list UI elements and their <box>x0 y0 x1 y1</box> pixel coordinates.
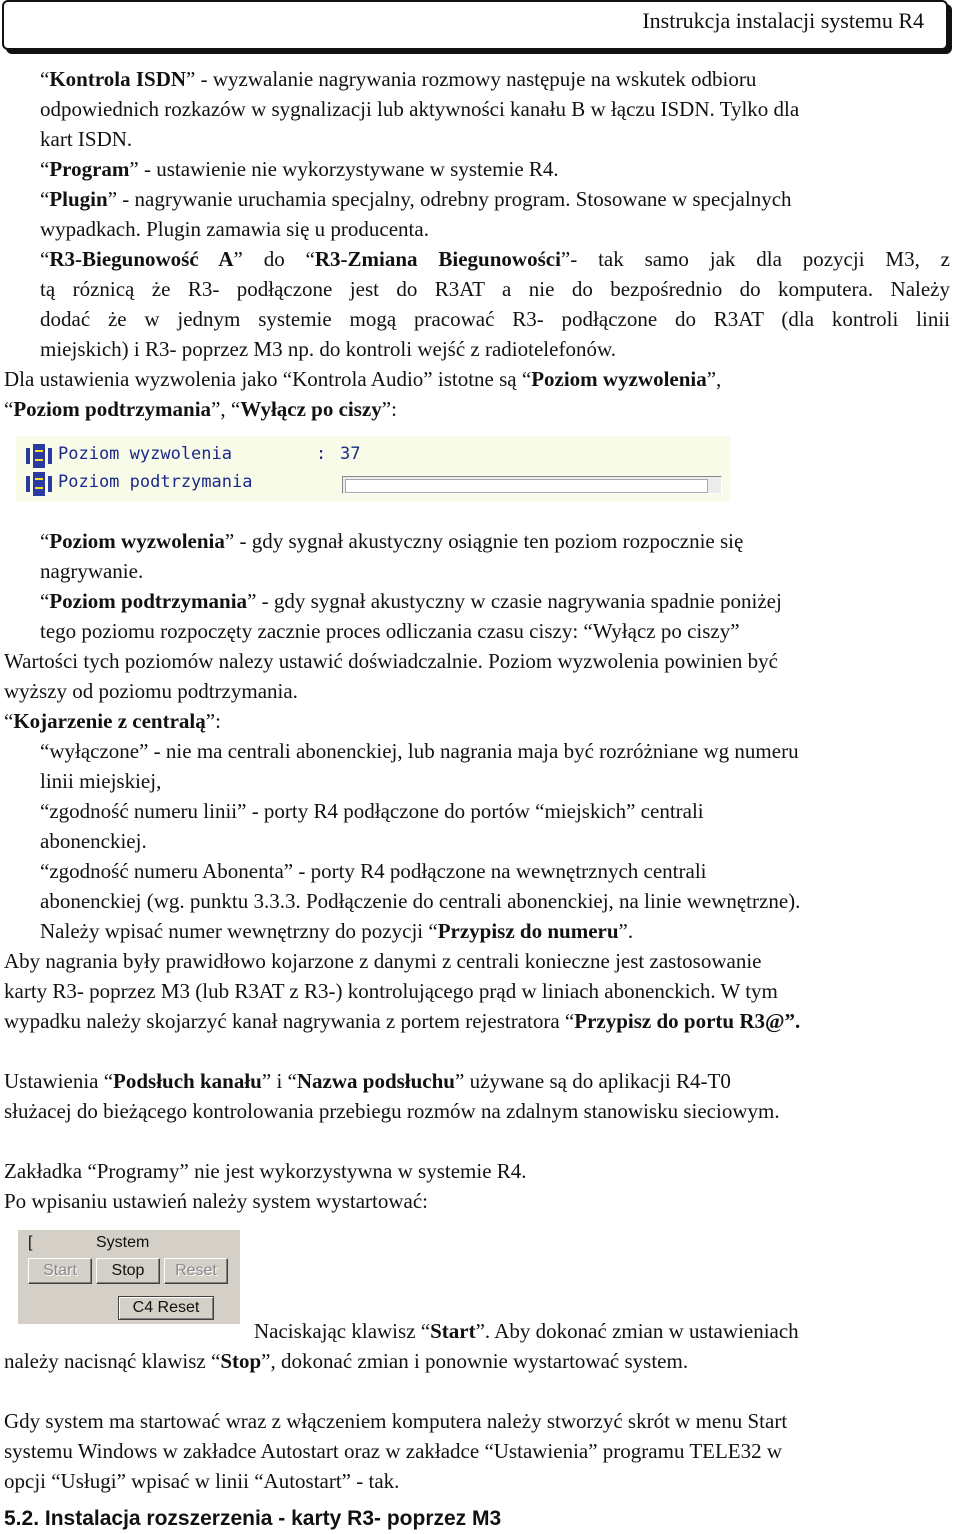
para-wylaczone: “wyłączone” - nie ma centrali abonenckiej, lub nagrania maja być rozróżniane wg numeru <box>40 739 799 763</box>
section-heading: 5.2. Instalacja rozszerzenia - karty R3- poprzez M3 <box>4 1507 502 1530</box>
para-plugin-l2: wypadkach. Plugin zamawia się u producenta. <box>40 217 429 241</box>
para-autostart-l3: opcji “Usługi” wpisać w linii “Autostart” - tak. <box>4 1469 400 1493</box>
para-zgodnosc-linii-l2: abonenckiej. <box>40 829 147 853</box>
spin-icon[interactable] <box>26 444 52 468</box>
para-poziom-wyzwolenia: “Poziom wyzwolenia” - gdy sygnał akustyczny osiągnie ten poziom rozpocznie się <box>40 529 744 553</box>
para-aby-nagrania: Aby nagrania były prawidłowo kojarzone z danymi z centrali konieczne jest zastosowanie <box>4 949 762 973</box>
para-podsluch: Ustawienia “Podsłuch kanału” i “Nazwa podsłuchu” używane są do aplikacji R4-T0 <box>4 1069 731 1093</box>
para-wartosci: Wartości tych poziomów nalezy ustawić doświadczalnie. Poziom wyzwolenia powinien być <box>4 649 778 673</box>
para-wylaczone-l2: linii miejskiej, <box>40 769 162 793</box>
reset-button[interactable]: Reset <box>164 1258 228 1284</box>
c4-reset-button[interactable]: C4 Reset <box>118 1296 214 1320</box>
para-autostart: Gdy system ma startować wraz z włączeniem komputera należy stworzyć skrót w menu Start <box>4 1409 788 1433</box>
para-aby-nagrania-l3: wypadku należy skojarzyć kanał nagrywania z portem rejestratora “Przypisz do portu R3@”. <box>4 1009 801 1033</box>
system-bracket: [ <box>28 1234 33 1251</box>
para-kontrola-isdn: “Kontrola ISDN” - wyzwalanie nagrywania rozmowy następuje na wskutek odbioru <box>40 67 757 91</box>
hold-level-bar-fill <box>345 479 708 493</box>
para-podsluch-l2: służacej do bieżącego kontrolowania przebiegu rozmów na zdalnym stanowisku sieciowym. <box>4 1099 780 1123</box>
trigger-level-colon: : <box>316 444 327 464</box>
system-figure-row <box>0 1230 960 1346</box>
para-zgodnosc-abonenta: “zgodność numeru Abonenta” - porty R4 podłączone na wewnętrznych centrali <box>40 859 707 883</box>
para-zakladka-programy: Zakładka “Programy” nie jest wykorzystywna w systemie R4. <box>4 1159 527 1183</box>
para-poziom-wyzwolenia-l2: nagrywanie. <box>40 559 144 583</box>
para-r3-l3: dodać że w jednym systemie mogą pracować R3- podłączone do R3AT (dla kontroli linii <box>40 307 950 331</box>
para-zgodnosc-abonenta-l2: abonenckiej (wg. punktu 3.3.3. Podłączenie do centrali abonenckiej, na linie wewnętrzne). <box>40 889 801 913</box>
para-poziom-podtrzymania-l2: tego poziomu rozpoczęty zacznie proces odliczania czasu ciszy: “Wyłącz po ciszy” <box>40 619 740 643</box>
para-r3-l4: miejskich) i R3- poprzez M3 np. do kontroli wejść z radiotelefonów. <box>40 337 616 361</box>
para-program: “Program” - ustawienie nie wykorzystywane w systemie R4. <box>40 157 559 181</box>
para-naciskajac-l2: należy nacisnąć klawisz “Stop”, dokonać zmian i ponownie wystartować system. <box>4 1349 689 1373</box>
para-autostart-l2: systemu Windows w zakładce Autostart oraz w zakładce “Ustawienia” programu TELE32 w <box>4 1439 783 1463</box>
header-title: Instrukcja instalacji systemu R4 <box>642 8 924 33</box>
trigger-level-value: 37 <box>340 444 361 464</box>
para-plugin: “Plugin” - nagrywanie uruchamia specjalny, odrebny program. Stosowane w specjalnych <box>40 187 792 211</box>
system-panel <box>18 1230 240 1324</box>
page-header <box>2 0 948 50</box>
para-r3-l2: tą róznicą że R3- podłączone jest do R3AT a nie do bezpośrednio do komputera. Należy <box>40 277 950 301</box>
hold-level-label: Poziom podtrzymania <box>58 472 253 492</box>
para-wartosci-l2: wyższy od poziomu podtrzymania. <box>4 679 298 703</box>
para-ustawienia-wyzwolenia-l2: “Poziom podtrzymania”, “Wyłącz po ciszy”: <box>4 397 397 421</box>
start-button[interactable]: Start <box>28 1258 92 1284</box>
spin-icon[interactable] <box>26 472 52 496</box>
stop-button[interactable]: Stop <box>96 1258 160 1284</box>
para-ustawienia-wyzwolenia: Dla ustawienia wyzwolenia jako “Kontrola Audio” istotne są “Poziom wyzwolenia”, <box>4 367 722 391</box>
para-kontrola-isdn-l3: kart ISDN. <box>40 127 133 151</box>
system-panel-title: System <box>96 1234 150 1251</box>
hold-level-bar[interactable] <box>342 476 722 494</box>
para-po-wpisaniu: Po wpisaniu ustawień należy system wystartować: <box>4 1189 428 1213</box>
para-zgodnosc-linii: “zgodność numeru linii” - porty R4 podłączone do portów “miejskich” centrali <box>40 799 704 823</box>
para-zgodnosc-abonenta-l3: Należy wpisać numer wewnętrzny do pozycji “Przypisz do numeru”. <box>40 919 634 943</box>
para-kontrola-isdn-l2: odpowiednich rozkazów w sygnalizacji lub aktywności kanału B w łączu ISDN. Tylko dla <box>40 97 800 121</box>
para-kojarzenie: “Kojarzenie z centralą”: <box>4 709 221 733</box>
para-naciskajac: Naciskając klawisz “Start”. Aby dokonać zmian w ustawieniach <box>254 1319 799 1343</box>
para-r3-biegunowosc: “R3-Biegunowość A” do “R3-Zmiana Biegunowości”- tak samo jak dla pozycji M3, z <box>40 247 950 271</box>
para-aby-nagrania-l2: karty R3- poprzez M3 (lub R3AT z R3-) kontrolującego prąd w liniach abonenckich. W tym <box>4 979 778 1003</box>
para-poziom-podtrzymania: “Poziom podtrzymania” - gdy sygnał akustyczny w czasie nagrywania spadnie poniżej <box>40 589 782 613</box>
document-body <box>0 64 960 1534</box>
trigger-level-label: Poziom wyzwolenia <box>58 444 232 464</box>
trigger-levels-panel <box>16 436 730 502</box>
